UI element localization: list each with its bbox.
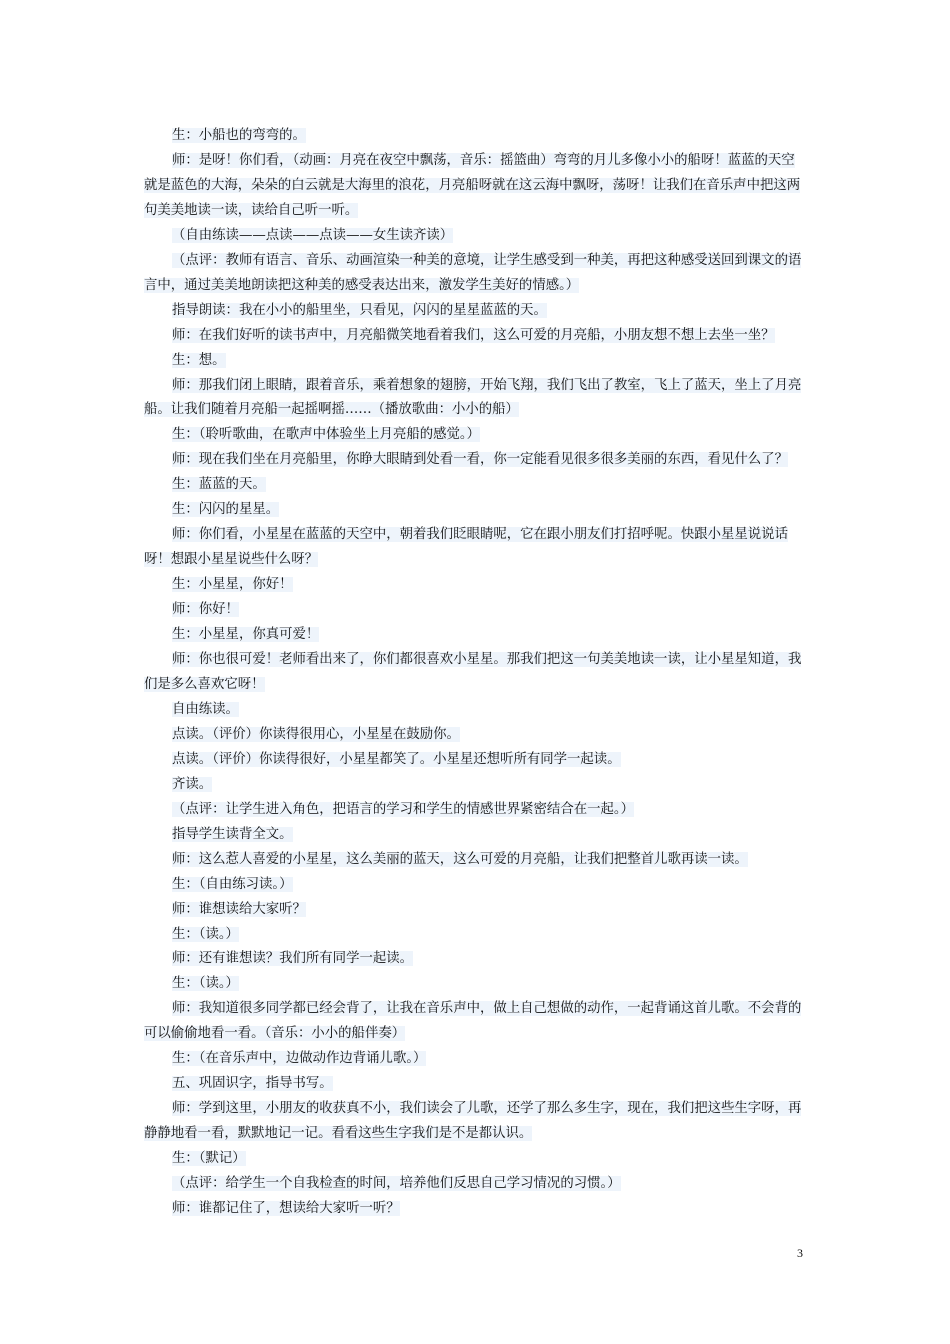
- paragraph-text: 师：是呀！你们看，（动画：月亮在夜空中飘荡，音乐：摇篮曲）弯弯的月儿多像小小的船呀！蓝蓝的天空就是蓝色的大海，朵朵的白云就是大海里的浪花，月亮船呀就在这云海中飘呀，荡呀！让我们在音乐声中把这两句美美地读一读，读给自己听一听。: [144, 152, 801, 218]
- paragraph: [144, 324, 808, 349]
- paragraph: [144, 648, 808, 698]
- paragraph: [144, 997, 808, 1047]
- paragraph: [144, 972, 808, 997]
- paragraph-text: 生：小星星，你真可爱！: [172, 627, 320, 643]
- paragraph-text: 五、巩固识字，指导书写。: [172, 1076, 333, 1092]
- paragraph: [144, 698, 808, 723]
- paragraph: [144, 623, 808, 648]
- page-number: 3: [797, 1246, 803, 1260]
- paragraph: [144, 1197, 808, 1222]
- paragraph: [144, 923, 808, 948]
- paragraph-text: 点读。（评价）你读得很用心，小星星在鼓励你。: [172, 726, 460, 742]
- paragraph: [144, 773, 808, 798]
- paragraph: [144, 249, 808, 299]
- paragraph-text: 师：你好！: [172, 602, 239, 618]
- paragraph-text: 师：你也很可爱！老师看出来了，你们都很喜欢小星星。那我们把这一句美美地读一读，让小星星知道，我们是多么喜欢它呀！: [144, 652, 802, 692]
- paragraph: [144, 1147, 808, 1172]
- paragraph-text: 师：谁想读给大家听？: [172, 901, 306, 917]
- paragraph: [144, 523, 808, 573]
- paragraph-text: 生：（读。）: [172, 926, 239, 942]
- paragraph: [144, 374, 808, 424]
- paragraph: [144, 823, 808, 848]
- paragraph-text: 生：小船也的弯弯的。: [172, 128, 306, 143]
- paragraph: [144, 423, 808, 448]
- paragraph: [144, 598, 808, 623]
- paragraph-text: 齐读。: [172, 776, 213, 792]
- paragraph-text: 生：（默记）: [172, 1151, 246, 1167]
- paragraph-text: 师：这么惹人喜爱的小星星，这么美丽的蓝天，这么可爱的月亮船，让我们把整首儿歌再读一读。: [172, 851, 748, 867]
- paragraph-text: 师：谁都记住了，想读给大家听一听？: [172, 1200, 400, 1216]
- paragraph: [144, 448, 808, 473]
- paragraph-text: （点评：给学生一个自我检查的时间，培养他们反思自己学习情况的习惯。）: [172, 1176, 621, 1192]
- paragraph: [144, 748, 808, 773]
- paragraph-text: 师：那我们闭上眼睛，跟着音乐，乘着想象的翅膀，开始飞翔，我们飞出了教室，飞上了蓝天，坐上了月亮船。让我们随着月亮船一起摇啊摇……（播放歌曲：小小的船）: [144, 377, 802, 418]
- paragraph-text: 师：在我们好听的读书声中，月亮船微笑地看着我们，这么可爱的月亮船，小朋友想不想上去坐一坐？: [172, 327, 775, 343]
- paragraph: [144, 149, 808, 224]
- paragraph-text: 自由练读。: [172, 701, 239, 717]
- paragraph-text: （点评：让学生进入角色，把语言的学习和学生的情感世界紧密结合在一起。）: [172, 801, 634, 817]
- paragraph-text: 生：闪闪的星星。: [172, 502, 280, 518]
- paragraph-text: 生：想。: [172, 352, 226, 368]
- paragraph: [144, 1097, 808, 1147]
- paragraph-text: 生：（读。）: [172, 976, 239, 992]
- paragraph: [144, 473, 808, 498]
- paragraph: [144, 224, 808, 249]
- paragraph-text: （点评：教师有语言、音乐、动画渲染一种美的意境，让学生感受到一种美，再把这种感受送回到课文的语言中，通过美美地朗读把这种美的感受表达出来，激发学生美好的情感。）: [144, 252, 802, 293]
- paragraph: [144, 299, 808, 324]
- paragraph: [144, 873, 808, 898]
- paragraph: [144, 798, 808, 823]
- document-body: [144, 124, 808, 1222]
- paragraph-text: 指导朗读：我在小小的船里坐，只看见，闪闪的星星蓝蓝的天。: [172, 302, 547, 318]
- paragraph-text: 生：小星星，你好！: [172, 577, 293, 593]
- paragraph-text: 生：（自由练习读。）: [172, 876, 293, 892]
- paragraph-text: （自由练读——点读——点读——女生读齐读）: [172, 227, 454, 243]
- paragraph: [144, 349, 808, 374]
- paragraph: [144, 848, 808, 873]
- paragraph-text: 师：我知道很多同学都已经会背了，让我在音乐声中，做上自己想做的动作，一起背诵这首儿歌。不会背的可以偷偷地看一看。（音乐：小小的船伴奏）: [144, 1001, 802, 1042]
- section-heading: [144, 1072, 808, 1097]
- paragraph-text: 生：（在音乐声中，边做动作边背诵儿歌。）: [172, 1051, 427, 1067]
- paragraph-text: 师：你们看，小星星在蓝蓝的天空中，朝着我们眨眼睛呢，它在跟小朋友们打招呼呢。快跟小星星说说话呀！想跟小星星说些什么呀？: [144, 527, 788, 568]
- paragraph-text: 点读。（评价）你读得很好，小星星都笑了。小星星还想听所有同学一起读。: [172, 751, 621, 767]
- paragraph: [144, 1047, 808, 1072]
- paragraph-text: 生：（聆听歌曲，在歌声中体验坐上月亮船的感觉。）: [172, 427, 480, 443]
- paragraph: [144, 723, 808, 748]
- paragraph: [144, 947, 808, 972]
- paragraph-text: 生：蓝蓝的天。: [172, 477, 266, 493]
- paragraph-text: 指导学生读背全文。: [172, 826, 293, 842]
- paragraph: [144, 498, 808, 523]
- paragraph-text: 师：现在我们坐在月亮船里，你睁大眼睛到处看一看，你一定能看见很多很多美丽的东西，看见什么了？: [172, 452, 788, 468]
- paragraph: [144, 573, 808, 598]
- paragraph: [144, 124, 808, 149]
- paragraph-text: 师：学到这里，小朋友的收获真不小，我们读会了儿歌，还学了那么多生字，现在，我们把这些生字呀，再静静地看一看，默默地记一记。看看这些生字我们是不是都认识。: [144, 1101, 802, 1142]
- paragraph-text: 师：还有谁想读？我们所有同学一起读。: [172, 951, 414, 967]
- paragraph: [144, 898, 808, 923]
- paragraph: [144, 1172, 808, 1197]
